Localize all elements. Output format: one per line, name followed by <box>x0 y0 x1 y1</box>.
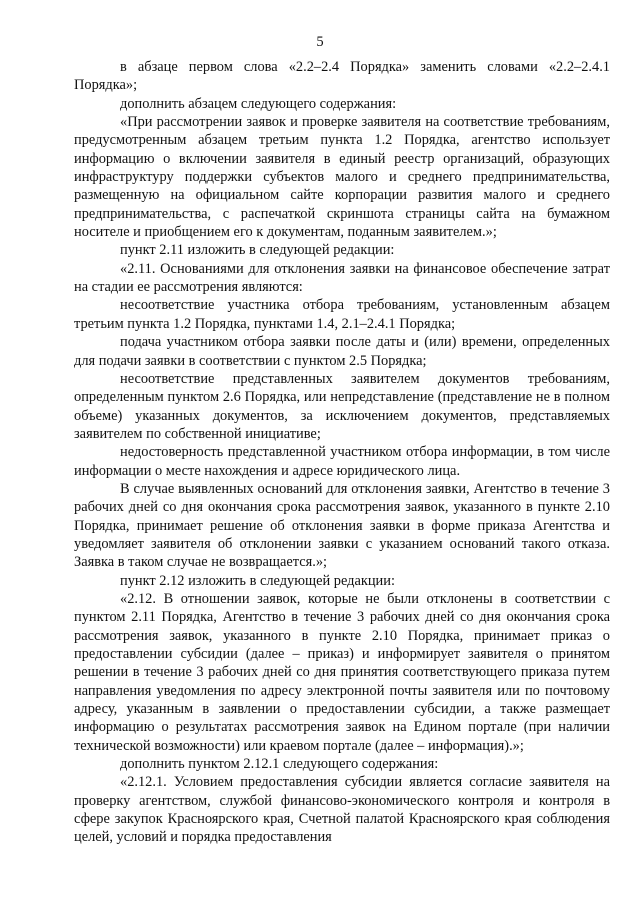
paragraph-item-2-12-1: «2.12.1. Условием предоставления субсидии является согласие заявителя на проверку агентством, службой финансово-экономического контроля и контроля в сфере закупок Красноярского края, Счетной палатой Красноярского края соблюдения целей, условий и порядка предоставления <box>74 774 610 846</box>
paragraph-ground-3: несоответствие представленных заявителем документов требованиям, определенным пунктом 2.6 Порядка, или непредставление (представление не в полном объеме) указанных документов, за исключением документов, представляемых заявителем по собственной инициативе; <box>74 370 610 442</box>
paragraph-amend-abzats-1: в абзаце первом слова «2.2–2.4 Порядка» заменить словами «2.2–2.4.1 Порядка»; <box>74 59 610 94</box>
paragraph-item-2-11-intro: пункт 2.11 изложить в следующей редакции: <box>120 242 395 259</box>
paragraph-item-2-12-1-intro: дополнить пунктом 2.12.1 следующего содержания: <box>120 756 439 773</box>
paragraph-quoted-check-text: «При рассмотрении заявок и проверке заявителя на соответствие требованиям, предусмотренным абзацем третьим пункта 1.2 Порядка, агентство использует информацию о включении заявителя в единый реестр организаций, образующих инфраструктуру поддержки субъектов малого и среднего предпринимательства, размещенную на официальном сайте корпорации развития малого и среднего предпринимательства, с распечаткой скриншота страницы сайта на бумажном носителе и приобщением его к документам, поданным заявителем.»; <box>74 114 610 241</box>
page-number: 5 <box>316 34 324 50</box>
paragraph-item-2-12-intro: пункт 2.12 изложить в следующей редакции: <box>120 572 395 589</box>
paragraph-ground-2: подача участником отбора заявки после даты и (или) времени, определенных для подачи заявки в соответствии с пунктом 2.5 Порядка; <box>74 334 610 369</box>
paragraph-item-2-11: «2.11. Основаниями для отклонения заявки на финансовое обеспечение затрат на стадии ее рассмотрения являются: <box>74 260 610 296</box>
paragraph-ground-1: несоответствие участника отбора требованиям, установленным абзацем третьим пункта 1.2 Порядка, пунктами 1.4, 2.1–2.4.1 Порядка; <box>74 297 610 332</box>
document-body <box>74 58 610 847</box>
paragraph-ground-4: недостоверность представленной участником отбора информации, в том числе информации о месте нахождения и адресе юридического лица. <box>74 444 610 479</box>
paragraph-rejection-procedure: В случае выявленных оснований для отклонения заявки, Агентство в течение 3 рабочих дней со дня окончания срока рассмотрения заявок, указанного в пункте 2.10 Порядка, принимает решение об отклонения заявки в форме приказа Агентства и уведомляет заявителя об отклонении заявки с указанием оснований такого отказа. Заявка в таком случае не возвращается.»; <box>74 480 610 571</box>
paragraph-add-abzats: дополнить абзацем следующего содержания: <box>120 95 397 112</box>
paragraph-item-2-12: «2.12. В отношении заявок, которые не были отклонены в соответствии с пунктом 2.11 Порядка, Агентство в течение 3 рабочих дней со дня окончания срока рассмотрения заявок, указанного в пункте 2.10 Порядка, принимает приказ о предоставлении субсидии (далее – приказ) и информирует заявителя о принятом решении в течение 3 рабочих дней со дня принятия соответствующего приказа путем направления уведомления по адресу электронной почты заявителя или по почтовому адресу, указанным в заявлении о предоставлении субсидии, а также размещает информацию о результатах рассмотрения заявок на Едином портале (при наличии технической возможности) или краевом портале (далее – информация).»; <box>74 590 610 754</box>
